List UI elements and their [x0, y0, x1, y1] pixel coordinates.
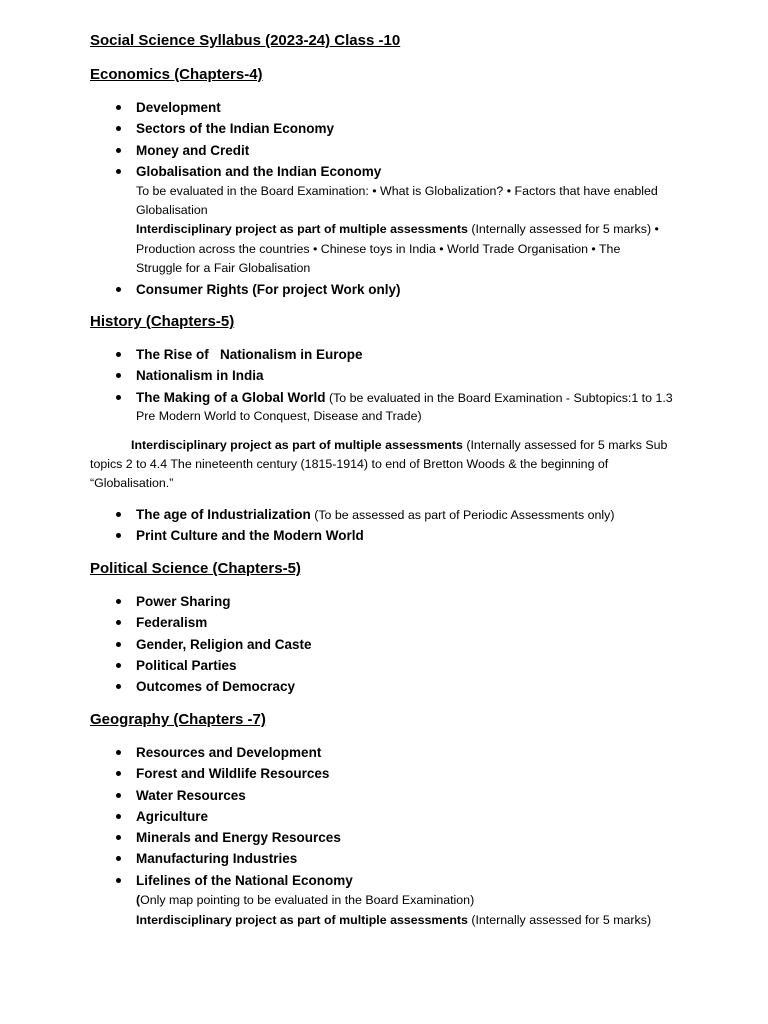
chapter-title: Money and Credit — [136, 142, 250, 158]
chapter-title: Federalism — [136, 615, 208, 631]
list-item — [0, 635, 768, 656]
globalisation-note-line: To be evaluated in the Board Examination: • What is Globalization? • Factors that have enabled — [136, 184, 658, 198]
list-item — [0, 828, 768, 849]
bullet-icon — [116, 642, 121, 647]
map-note — [136, 891, 474, 910]
economics-heading: Economics (Chapters-4) — [90, 66, 263, 83]
paragraph-line — [90, 436, 690, 455]
chapter-title: Political Parties — [136, 657, 237, 673]
chapter-title-bold: The age of Industrialization — [136, 507, 311, 522]
list-item — [0, 807, 768, 828]
chapter-title: Manufacturing Industries — [136, 851, 298, 867]
chapter-title: Print Culture and the Modern World — [136, 528, 364, 544]
map-note-paren: ( — [136, 893, 141, 907]
bullet-icon — [116, 169, 121, 174]
chapter-title: Consumer Rights (For project Work only) — [136, 282, 401, 297]
list-item — [0, 526, 768, 547]
chapter-note: (To be evaluated in the Board Examination - Subtopics:1 to 1.3 — [325, 390, 673, 405]
list-item — [0, 119, 768, 140]
chapter-title — [136, 388, 673, 408]
bullet-icon — [116, 287, 121, 292]
paragraph-line: “Globalisation.” — [90, 476, 174, 490]
list-item — [0, 786, 768, 807]
project-detail: (Internally assessed for 5 marks) — [467, 913, 652, 927]
chapter-title: The Rise of Nationalism in Europe — [136, 347, 363, 362]
chapter-title-bold: The Making of a Global World — [136, 389, 326, 405]
list-item — [0, 592, 768, 613]
bullet-icon — [116, 684, 121, 689]
paragraph-line: topics 2 to 4.4 The nineteenth century (1815-1914) to end of Bretton Woods & the beginning of — [90, 457, 609, 471]
list-item — [0, 613, 768, 634]
bullet-icon — [116, 750, 121, 755]
chapter-title: Power Sharing — [136, 594, 231, 609]
list-item — [0, 388, 768, 409]
political-science-heading: Political Science (Chapters-5) — [90, 560, 301, 577]
chapter-title: Minerals and Energy Resources — [136, 830, 341, 846]
history-heading: History (Chapters-5) — [90, 313, 235, 330]
history-list — [0, 345, 768, 409]
globalisation-note-line: Globalisation — [136, 203, 208, 217]
page-title: Social Science Syllabus (2023-24) Class -10 — [90, 32, 401, 49]
chapter-title: Resources and Development — [136, 745, 322, 760]
chapter-title: Development — [136, 100, 221, 115]
list-item — [0, 849, 768, 870]
chapter-title — [136, 505, 614, 525]
global-world-note: Pre Modern World to Conquest, Disease and Trade) — [136, 409, 422, 423]
chapter-title: Nationalism in India — [136, 368, 264, 384]
chapter-title: Outcomes of Democracy — [136, 679, 296, 695]
list-item — [0, 505, 768, 526]
bullet-icon — [116, 126, 121, 131]
list-item — [0, 366, 768, 387]
project-label: Interdisciplinary project as part of multiple assessments — [131, 438, 463, 452]
chapter-title: Lifelines of the National Economy — [136, 872, 353, 888]
bullet-icon — [116, 512, 121, 517]
bullet-icon — [116, 771, 121, 776]
bullet-icon — [116, 878, 121, 883]
geography-list — [0, 743, 768, 892]
project-detail: (Internally assessed for 5 marks Sub — [462, 438, 668, 452]
bullet-icon — [116, 148, 121, 153]
list-item — [0, 345, 768, 366]
bullet-icon — [116, 105, 121, 110]
bullet-icon — [116, 663, 121, 668]
bullet-icon — [116, 620, 121, 625]
economics-project-line — [136, 220, 659, 239]
geography-project-line — [136, 911, 651, 930]
chapter-title: Gender, Religion and Caste — [136, 636, 312, 652]
chapter-title: Forest and Wildlife Resources — [136, 766, 330, 782]
list-item — [0, 677, 768, 698]
economics-project-line: Production across the countries • Chinese toys in India • World Trade Organisation • The — [136, 242, 621, 256]
map-note-text: Only map pointing to be evaluated in the Board Examination) — [140, 893, 475, 907]
chapter-title: Water Resources — [136, 787, 246, 803]
political-science-list — [0, 592, 768, 698]
economics-list-cont — [0, 280, 768, 301]
list-item — [0, 871, 768, 892]
bullet-icon — [116, 395, 121, 400]
bullet-icon — [116, 814, 121, 819]
economics-list — [0, 98, 768, 183]
bullet-icon — [116, 793, 121, 798]
geography-heading: Geography (Chapters -7) — [90, 711, 266, 728]
list-item — [0, 764, 768, 785]
history-list-cont — [0, 505, 768, 548]
list-item — [0, 162, 768, 183]
economics-project-line: Struggle for a Fair Globalisation — [136, 261, 311, 275]
chapter-note: (To be assessed as part of Periodic Assessments only) — [310, 508, 615, 522]
bullet-icon — [116, 856, 121, 861]
chapter-title: Sectors of the Indian Economy — [136, 121, 335, 137]
chapter-title: Agriculture — [136, 808, 209, 824]
list-item — [0, 743, 768, 764]
list-item — [0, 280, 768, 301]
chapter-title: Globalisation and the Indian Economy — [136, 163, 382, 179]
history-project-paragraph — [90, 436, 690, 493]
bullet-icon — [116, 533, 121, 538]
project-label: Interdisciplinary project as part of multiple assessments — [136, 913, 468, 927]
list-item — [0, 98, 768, 119]
list-item — [0, 656, 768, 677]
project-label: Interdisciplinary project as part of multiple assessments — [136, 222, 468, 236]
bullet-icon — [116, 599, 121, 604]
list-item — [0, 141, 768, 162]
project-detail: (Internally assessed for 5 marks) • — [467, 222, 659, 236]
bullet-icon — [116, 352, 121, 357]
bullet-icon — [116, 835, 121, 840]
bullet-icon — [116, 373, 121, 378]
